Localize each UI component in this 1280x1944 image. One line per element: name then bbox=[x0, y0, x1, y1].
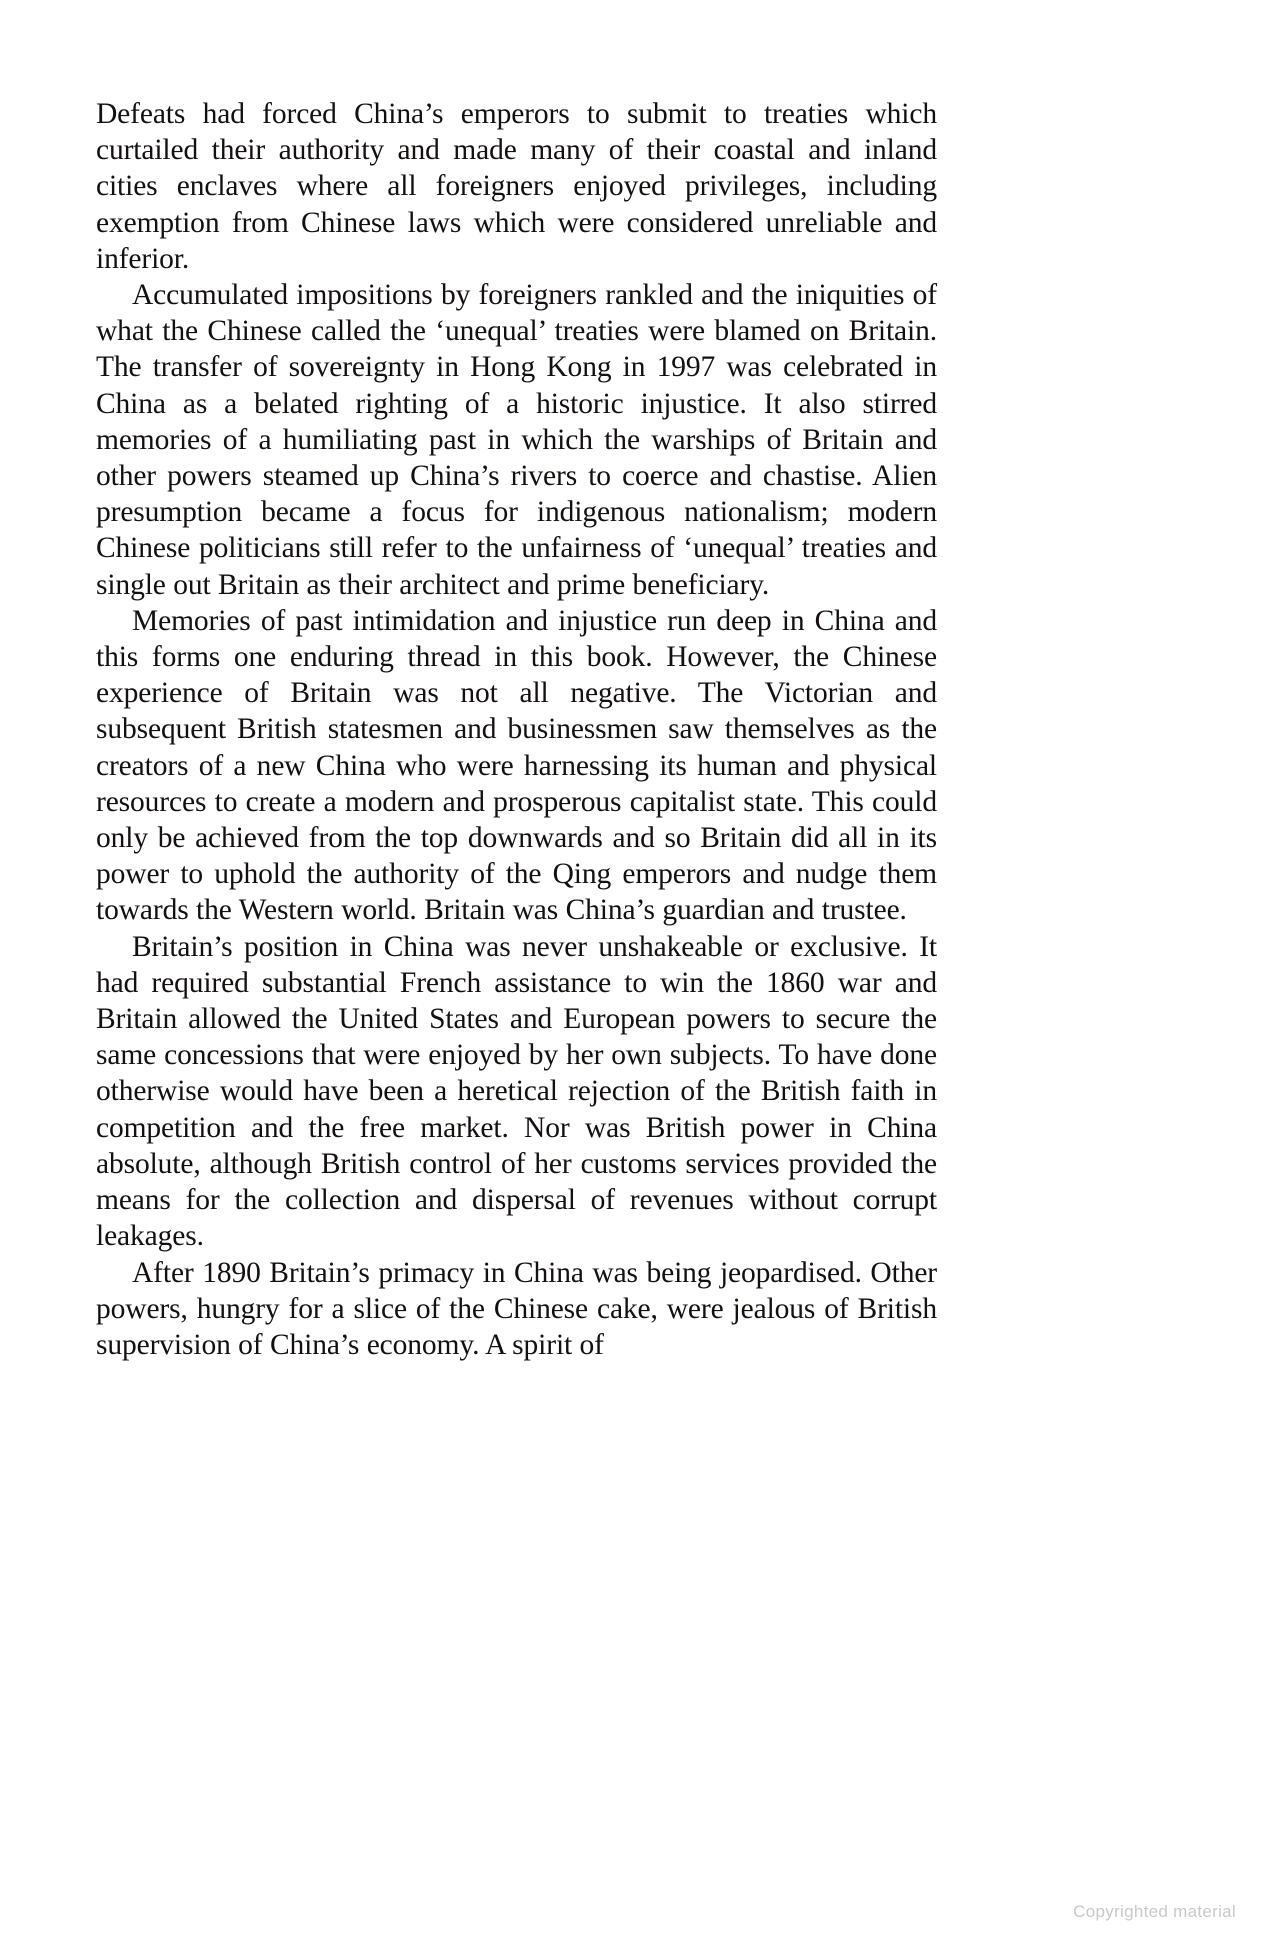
paragraph-1: Defeats had forced China’s emperors to submit to treaties which curtailed their authority and made many of their coastal and inland cities enclaves where all foreigners enjoyed privileges, including exemption from Chinese laws which were considered unreliable and inferior. bbox=[96, 98, 937, 275]
paragraph-2: Accumulated impositions by foreigners rankled and the iniquities of what the Chinese called the ‘unequal’ treaties were blamed on Britain. The transfer of sovereignty in Hong Kong in 1997 was celebrated in China as a belated righting of a historic injustice. It also stirred memories of a humiliating past in which the warships of Britain and other powers steamed up China’s rivers to coerce and chastise. Alien presumption became a focus for indigenous nationalism; modern Chinese politicians still refer to the unfairness of ‘unequal’ treaties and single out Britain as their architect and prime beneficiary. bbox=[96, 279, 937, 601]
copyright-notice: Copyrighted material bbox=[1073, 1902, 1236, 1921]
paragraph-5: After 1890 Britain’s primacy in China was being jeopardised. Other powers, hungry for a slice of the Chinese cake, were jealous of British supervision of China’s economy. A spirit of bbox=[96, 1256, 937, 1361]
paragraph-3: Memories of past intimidation and injustice run deep in China and this forms one enduring thread in this book. However, the Chinese experience of Britain was not all negative. The Victorian and subsequent British statesmen and businessmen saw themselves as the creators of a new China who were harnessing its human and physical resources to create a modern and prosperous capitalist state. This could only be achieved from the top downwards and so Britain did all in its power to uphold the authority of the Qing emperors and nudge them towards the Western world. Britain was China’s guardian and trustee. bbox=[96, 604, 937, 927]
paragraph-4: Britain’s position in China was never unshakeable or exclusive. It had required substantial French assistance to win the 1860 war and Britain allowed the United States and European powers to secure the same concessions that were enjoyed by her own subjects. To have done otherwise would have been a heretical rejection of the British faith in competition and the free market. Nor was British power in China absolute, although British control of her customs services provided the means for the collection and dispersal of revenues without corrupt leakages. bbox=[96, 930, 937, 1253]
body-text-column bbox=[96, 96, 937, 1363]
